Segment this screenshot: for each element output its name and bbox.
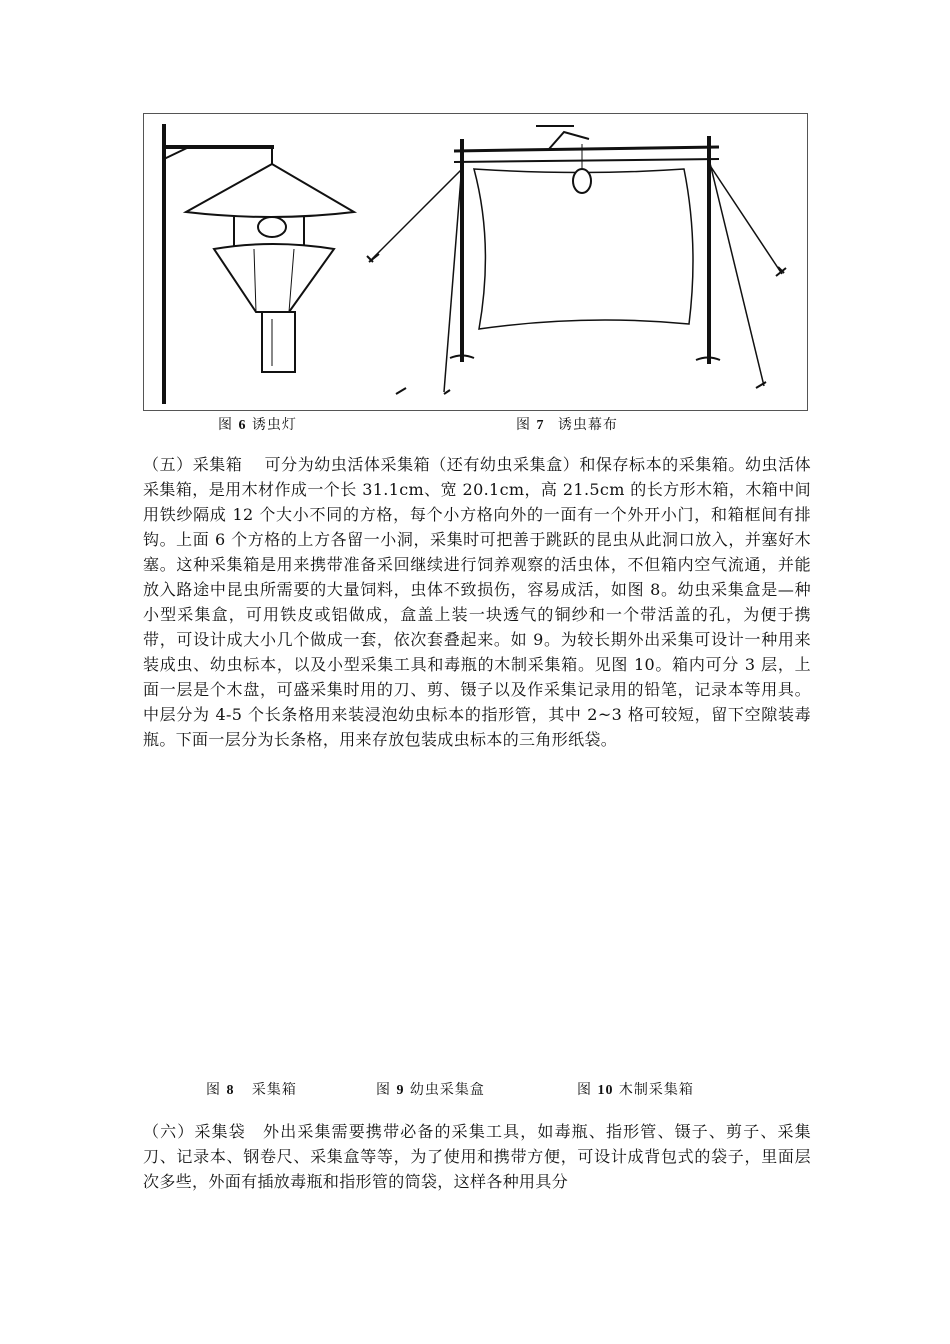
caption-fig8-prefix: 图 (206, 1082, 221, 1098)
figure-panel-top (143, 113, 808, 411)
caption-fig10-number: 10 (597, 1083, 614, 1098)
caption-fig7-number: 7 (536, 418, 545, 433)
caption-fig8 (206, 1079, 297, 1099)
caption-fig8-number: 8 (226, 1083, 235, 1098)
caption-fig6 (218, 414, 297, 434)
section5-paragraph: （五）采集箱 可分为幼虫活体采集箱（还有幼虫采集盒）和保存标本的采集箱。幼虫活体采集箱，是用木材作成一个长 31.1cm、宽 20.1cm，高 21.5cm 的长方形木箱，木箱中间用铁纱隔成 12 个大小不同的方格，每个小方格向外的一面有一个外开小门，和箱框间有排钩。上面 6 个方格的上方各留一小洞，采集时可把善于跳跃的昆虫从此洞口放入，并塞好木塞。这种采集箱是用来携带准备采回继续进行饲养观察的活虫体，不但箱内空气流通，并能放入路途中昆虫所需要的大量饲料，虫体不致损伤，容易成活，如图 8。幼虫采集盒是—种小型采集盒，可用铁皮或铝做成，盒盖上装一块透气的铜纱和一个带活盖的孔，为便于携带，可设计成大小几个做成一套，依次套叠起来。如 9。为较长期外出采集可设计一种用来装成虫、幼虫标本，以及小型采集工具和毒瓶的木制采集箱。见图 10。箱内可分 3 层，上面一层是个木盘，可盛采集时用的刀、剪、镊子以及作采集记录用的铅笔，记录本等用具。中层分为 4-5 个长条格用来装浸泡幼虫标本的指形管，其中 2~3 格可较短，留下空隙装毒瓶。下面一层分为长条格，用来存放包装成虫标本的三角形纸袋。 (143, 455, 811, 749)
fig6-insect-lamp-drawing (164, 124, 354, 404)
caption-fig7-title: 诱虫幕布 (557, 417, 618, 433)
caption-fig9-title: 幼虫采集盒 (409, 1082, 485, 1098)
caption-fig7 (516, 414, 618, 434)
section6-paragraph: （六）采集袋 外出采集需要携带必备的采集工具，如毒瓶、指形管、镊子、剪子、采集刀、记录本、钢卷尺、采集盒等等，为了使用和携带方便，可设计成背包式的袋子，里面层次多些，外面有插放毒瓶和指形管的筒袋，这样各种用具分 (143, 1122, 811, 1191)
caption-fig8-title: 采集箱 (251, 1082, 297, 1098)
caption-fig6-title: 诱虫灯 (251, 417, 297, 433)
caption-fig10-prefix: 图 (577, 1082, 592, 1098)
caption-fig9-number: 9 (396, 1083, 405, 1098)
caption-fig10 (577, 1079, 694, 1099)
figures-8-10-area (143, 850, 811, 1060)
caption-fig10-title: 木制采集箱 (618, 1082, 694, 1098)
caption-fig7-prefix: 图 (516, 417, 531, 433)
caption-fig9 (376, 1079, 485, 1099)
figure-illustrations (144, 114, 809, 412)
caption-fig6-number: 6 (238, 418, 247, 433)
fig7-insect-screen-drawing (367, 126, 786, 394)
caption-fig6-prefix: 图 (218, 417, 233, 433)
caption-fig9-prefix: 图 (376, 1082, 391, 1098)
